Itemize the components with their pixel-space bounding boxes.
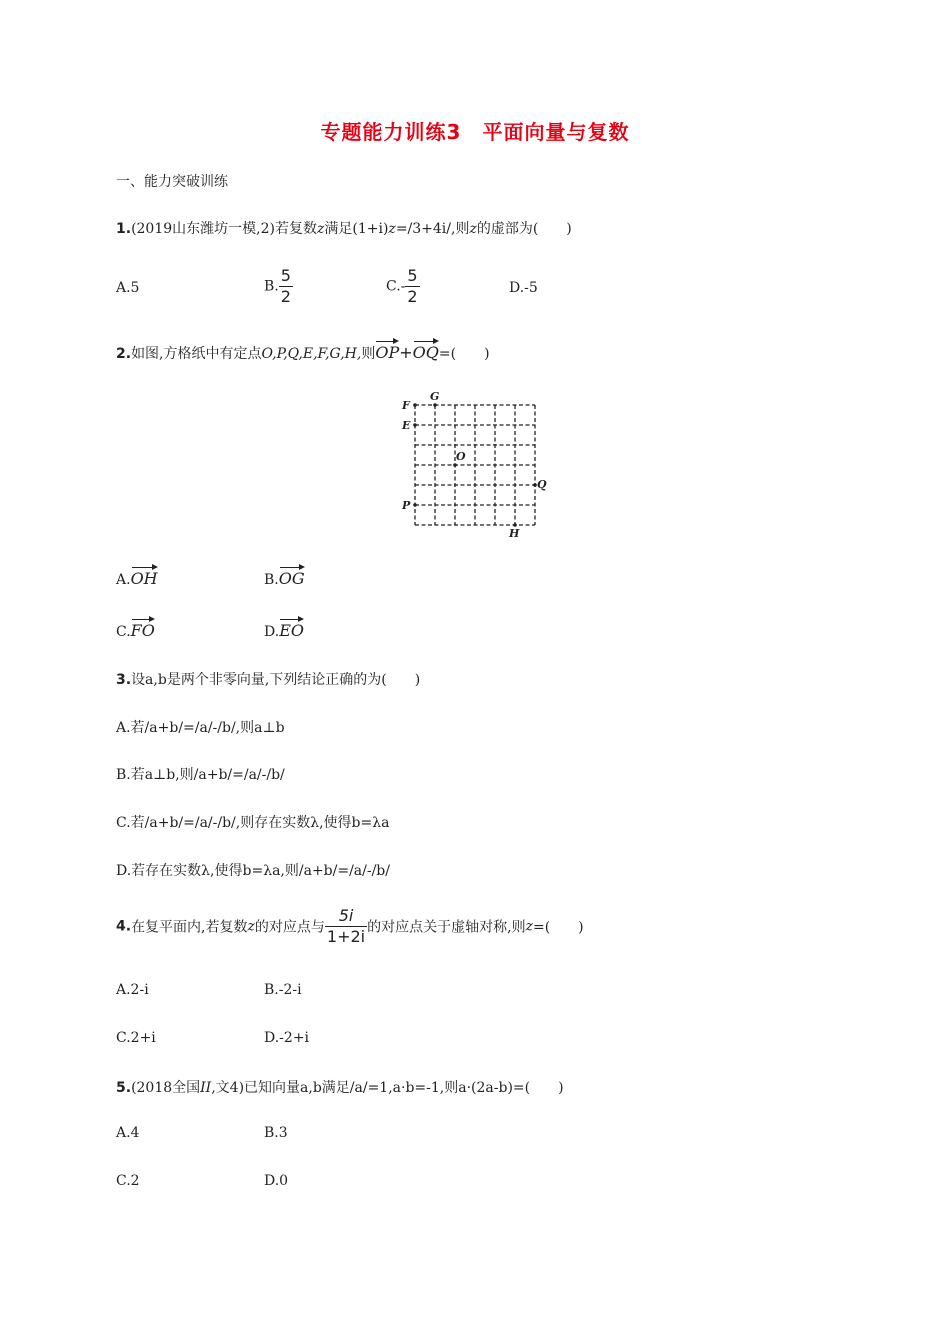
- point-e: [413, 423, 417, 427]
- q3-option-d: D.若存在实数λ,使得b=λa,则/a+b/=/a/-/b/: [116, 863, 390, 879]
- q2-option-a: [116, 564, 158, 588]
- q1-text-a: (2019山东潍坊一模,2)若复数: [131, 221, 317, 237]
- vector-fo: FO: [131, 616, 155, 640]
- q5-option-d: D.0: [264, 1173, 289, 1189]
- q1-option-a: A.5: [116, 280, 140, 296]
- q1-option-d: D.-5: [509, 280, 538, 296]
- fraction-numerator: 5: [280, 266, 291, 285]
- q5-text-a: (2018全国: [131, 1080, 201, 1096]
- label-h: H: [509, 527, 520, 540]
- option-label: C.-: [386, 278, 406, 295]
- q1-text-d: 的虚部为( ): [476, 221, 572, 237]
- fraction-numerator: 5i: [325, 906, 367, 927]
- q5-roman: II: [200, 1080, 212, 1096]
- grid-lines: [415, 405, 535, 525]
- q5-option-b: B.3: [264, 1125, 288, 1141]
- q5-option-c: C.2: [116, 1173, 140, 1189]
- q3-option-b: B.若a⊥b,则/a+b/=/a/-/b/: [116, 767, 285, 783]
- label-e: E: [402, 419, 411, 432]
- label-o: O: [456, 450, 466, 463]
- q4-option-c: C.2+i: [116, 1030, 156, 1046]
- fraction-numerator: 5: [407, 266, 418, 285]
- question-3: [116, 669, 420, 689]
- fraction: [279, 266, 293, 307]
- q4-text-b: 的对应点与: [254, 919, 325, 936]
- fraction-denominator: 2: [280, 287, 291, 306]
- fraction-denominator: 1+2i: [326, 927, 366, 946]
- q2-option-c: [116, 616, 155, 640]
- option-label: D.: [264, 624, 280, 640]
- question-number: 3.: [116, 672, 132, 688]
- q1-option-c: [386, 266, 420, 307]
- fraction: [325, 906, 367, 947]
- q2-text-a: 如图,方格纸中有定点: [131, 346, 262, 362]
- q1-var: z: [316, 221, 325, 237]
- vector-oq: OQ: [413, 338, 439, 362]
- q3-option-c: C.若/a+b/=/a/-/b/,则存在实数λ,使得b=λa: [116, 815, 390, 831]
- question-number: 4.: [116, 918, 132, 935]
- vector-og: OG: [279, 564, 305, 588]
- page-title: 专题能力训练3 平面向量与复数: [320, 120, 630, 144]
- q2-text-b: 则: [361, 346, 376, 362]
- section-heading: 一、能力突破训练: [116, 174, 228, 190]
- q2-option-b: [264, 564, 305, 588]
- vector-op: OP: [375, 338, 399, 362]
- q4-option-a: A.2-i: [116, 982, 149, 998]
- point-f: [413, 403, 417, 407]
- q4-var: z: [247, 918, 255, 935]
- label-g: G: [430, 390, 440, 403]
- option-label: B.: [264, 572, 279, 588]
- plus-sign: +: [399, 343, 413, 362]
- option-label: C.: [116, 624, 131, 640]
- option-label: B.: [264, 278, 279, 295]
- vector-eo: EO: [279, 616, 304, 640]
- q2-text-c: =( ): [438, 346, 490, 362]
- grid-figure: [402, 390, 565, 542]
- q3-text: 设a,b是两个非零向量,下列结论正确的为( ): [131, 672, 421, 688]
- q4-var: z: [525, 918, 533, 935]
- question-number: 5.: [116, 1080, 132, 1096]
- q1-var: z: [469, 221, 477, 237]
- q1-text-b: 满足(1+i): [324, 221, 389, 237]
- q4-text-a: 在复平面内,若复数: [131, 919, 248, 936]
- question-number: 1.: [116, 221, 132, 237]
- q1-var: z: [388, 221, 396, 237]
- label-p: P: [402, 499, 411, 512]
- option-label: A.: [116, 572, 131, 588]
- label-f: F: [402, 399, 410, 412]
- q2-option-d: [264, 616, 304, 640]
- q3-option-a: A.若/a+b/=/a/-/b/,则a⊥b: [116, 720, 285, 736]
- q5-option-a: A.4: [116, 1125, 140, 1141]
- q4-option-d: D.-2+i: [264, 1030, 310, 1046]
- question-4: [116, 906, 584, 947]
- label-q: Q: [537, 478, 547, 491]
- point-p: [413, 503, 417, 507]
- question-number: 2.: [116, 346, 132, 362]
- q2-points: O,P,Q,E,F,G,H,: [261, 346, 362, 362]
- point-o: [453, 463, 457, 467]
- question-1: [116, 218, 572, 238]
- question-2: [116, 338, 490, 363]
- q4-text-d: =( ): [532, 919, 584, 936]
- q1-text-c: =/3+4i/,则: [395, 221, 470, 237]
- q5-text-b: ,文4)已知向量a,b满足/a/=1,a·b=-1,则a·(2a-b)=( ): [211, 1080, 564, 1096]
- q1-option-b: [264, 266, 293, 307]
- fraction: [405, 266, 419, 307]
- fraction-denominator: 2: [407, 287, 418, 306]
- q4-option-b: B.-2-i: [264, 982, 302, 998]
- point-g: [433, 403, 437, 407]
- question-5: [116, 1077, 564, 1097]
- q4-text-c: 的对应点关于虚轴对称,则: [367, 919, 526, 936]
- vector-oh: OH: [131, 564, 158, 588]
